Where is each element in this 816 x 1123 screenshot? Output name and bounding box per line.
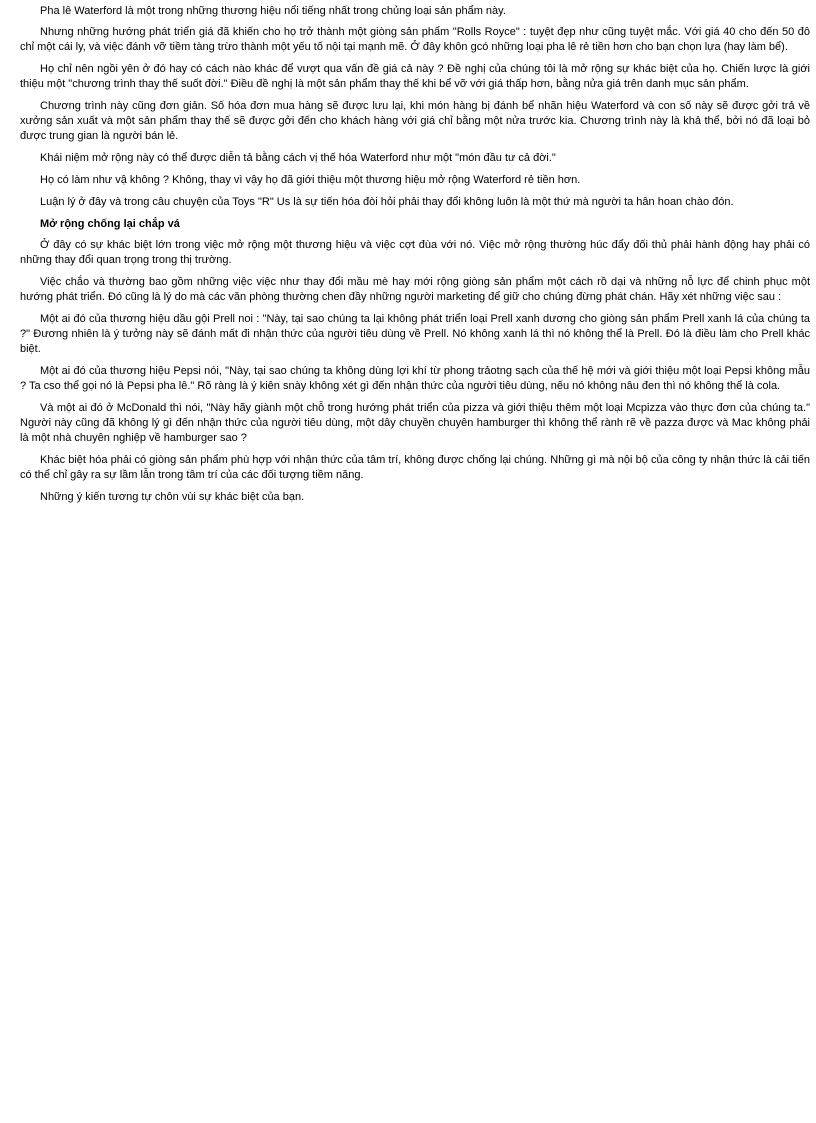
paragraph-waterford-intro: Pha lê Waterford là một trong những thương hiệu nổi tiếng nhất trong chủng loại sản phẩm này. bbox=[40, 5, 506, 17]
paragraph-perception-conclusion: Khác biệt hóa phải có giòng sản phẩm phù hợp với nhận thức của tâm trí, không được chống lại chúng. Những gì mà nội bộ của công ty nhận thức là cải tiến có thể chỉ gây ra sự lầm lẫn trong tâm trí của các đối tượng tiềm năng. bbox=[20, 454, 810, 481]
paragraph-investment-concept: Khái niệm mở rộng này có thể được diễn tả bằng cách vị thế hóa Waterford như một "món đầu tư cả đời." bbox=[40, 152, 556, 164]
section-heading: Mở rộng chống lại chắp vá bbox=[40, 218, 180, 230]
document-page bbox=[20, 4, 810, 512]
paragraph-rolls-royce-pricing: Nhưng những hướng phát triển giá đã khiến cho họ trở thành một giòng sản phẩm "Rolls Royce" : tuyệt đẹp như cũng tuyệt mắc. Với giá 40 cho đến 50 đô chỉ một cái ly, và việc đánh vỡ tiềm tàng trừo thành một yếu tố nội tại mạnh mẽ. Ở đây khôn gcó những loại pha lê rẻ tiền hơn cho bạn chọn lựa (hay làm bể). bbox=[20, 26, 810, 53]
paragraph-extension-vs-tinkering: Ở đây có sự khác biệt lớn trong việc mở rộng một thương hiệu và việc cợt đùa với nó. Việc mở rộng thường húc đẩy đối thủ phải hành động hay phải có những thay đổi quan trọng trong thị trường. bbox=[20, 239, 810, 266]
paragraph-pepsi-example: Một ai đó của thương hiệu Pepsi nói, "Này, tại sao chúng ta không dùng lợi khí từ phong trảotng sạch của thế hệ mới và giới thiệu một loại Pepsi không mẫu ? Ta cso thể gọi nó là Pepsi pha lê." Rõ ràng là ý kiên snày không xét gì đến nhận thức của người tiêu dùng, nếu nó không nâu đen thì nó không thể là cola. bbox=[20, 365, 810, 392]
paragraph-mcdonald-example: Và một ai đó ở McDonald thì nói, "Này hãy giành một chỗ trong hướng phát triển của pizza và giới thiệu thêm một loại Mcpizza vào thực đơn của chúng ta." Người này cũng đã không lý gì đến nhận thức của người tiêu dùng, một dây chuyền chuyên hamburger thì không thể rành rẽ về pazza được và Mac không phải là một nhà chuyên nghiệp về hamburger sao ? bbox=[20, 402, 810, 444]
paragraph-lifetime-replacement: Họ chỉ nên ngồi yên ở đó hay có cách nào khác để vượt qua vấn đề giá cả này ? Đề nghị của chúng tôi là mở rộng sự khác biệt của họ. Chiến lược là giới thiệu một "chương trình thay thế suốt đời." Điều đề nghị là một sản phẩm thay thế khi bể vỡ với giá thấp hơn, bằng nửa giá trên danh mục sản phẩm. bbox=[20, 63, 810, 90]
paragraph-prell-example: Một ai đó của thương hiệu dầu gội Prell noi : "Này, tại sao chúng ta lại không phát triển loại Prell xanh dương cho giòng sản phẩm Prell xanh lá của chúng ta ?" Đương nhiên là ý tưởng này sẽ đánh mất đi nhận thức của người tiêu dùng về Prell. Nó không xanh lá thì nó không thể là Prell. Đó là điều làm cho Prell khác biệt. bbox=[20, 313, 810, 355]
paragraph-tinkering-examples: Việc chắo và thường bao gồm những việc việc như thay đổi mầu mè hay mới rộng giòng sản phẩm một cách rồ dại và những nỗ lực để chinh phục một hướng phát triển. Đó cũng là lý do mà các văn phòng thường chen đầy những người marketing để giữ cho chúng đừng phát chán. Hãy xét những việc sau : bbox=[20, 276, 810, 303]
paragraph-toys-r-us-logic: Luận lý ở đây và trong câu chuyện của Toys "R" Us là sự tiến hóa đòi hỏi phải thay đổi không luôn là một thứ mà người ta hân hoan chào đón. bbox=[40, 196, 734, 208]
paragraph-closing: Những ý kiến tương tự chôn vùi sự khác biệt của bạn. bbox=[40, 491, 305, 503]
paragraph-program-details: Chương trình này cũng đơn giản. Số hóa đơn mua hàng sẽ được lưu lại, khi món hàng bị đánh bể nhãn hiệu Waterford và con số này sẽ được gởi trả về xưởng sản xuất và một sản phẩm thay thế sẽ được gởi đến cho khách hàng với giá chỉ bằng một nửa trước kia. Chương trình này là khả thể, bởi nó đã loại bỏ được trung gian là người bán lẻ. bbox=[20, 100, 810, 142]
paragraph-cheaper-brand: Họ có làm như vậ không ? Không, thay vì vậy họ đã giới thiệu một thương hiệu mở rộng Waterford rẻ tiền hơn. bbox=[40, 174, 581, 186]
